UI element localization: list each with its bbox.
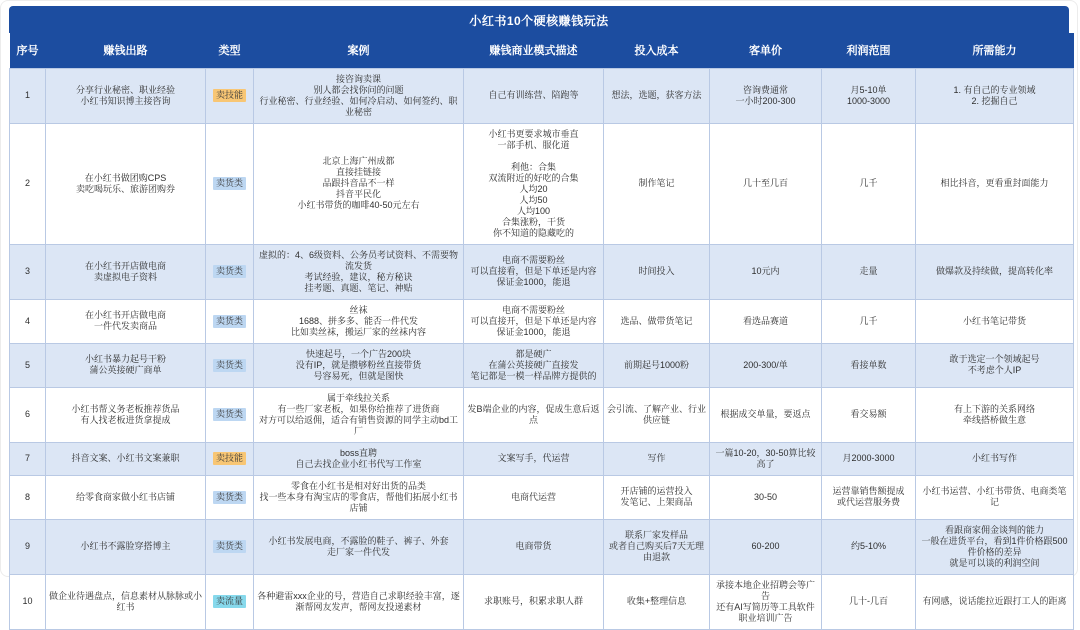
cell-cost	[604, 299, 710, 343]
cell-line: 卖吃喝玩乐、旅游团购券	[75, 183, 175, 194]
cell-line: 在小红书做团购CPS	[84, 172, 167, 183]
cell-profit	[822, 69, 916, 124]
cell-line: 牵线搭桥做生意	[962, 414, 1026, 425]
cell-line: 2	[24, 178, 30, 189]
cell-line: 想法，选题，获客方法	[611, 90, 702, 101]
cell-ability	[916, 574, 1074, 629]
cell-type	[206, 519, 254, 574]
cell-line: 保证金1000，能退	[496, 277, 571, 288]
cell-line: 5	[24, 359, 30, 370]
cell-no	[10, 244, 46, 299]
cell-price	[710, 519, 822, 574]
col-header-no: 序号	[10, 33, 46, 69]
table-row	[10, 519, 1074, 574]
cell-line: 虚拟的：4、6级资料、公务员考试资料、不需要物流发货	[258, 249, 458, 271]
cell-line: 4	[24, 315, 30, 326]
cell-line: 一般在进货平台，看到1件价格跟500件价格的差异	[921, 535, 1068, 557]
cell-line: 月5-10单	[850, 84, 887, 95]
cell-line: 1688、拼多多、能否一件代发	[298, 315, 419, 326]
col-header-price: 客单价	[710, 33, 822, 69]
cell-line: 给零食商家做小红书店铺	[75, 491, 175, 502]
cell-line: 7	[24, 453, 30, 464]
cell-line: 小红书暴力起号干粉	[84, 354, 166, 365]
cell-no	[10, 519, 46, 574]
cell-line: 6	[24, 409, 30, 420]
money-making-table	[9, 33, 1074, 630]
cell-model	[464, 519, 604, 574]
cell-line: 小红书更要求城市垂直	[488, 128, 579, 139]
cell-type	[206, 442, 254, 475]
cell-price	[710, 387, 822, 442]
cell-line: 小红书知识博主接咨询	[80, 95, 171, 106]
cell-line: 小红书带货的咖啡40-50元左右	[297, 200, 420, 211]
cell-path	[46, 519, 206, 574]
col-header-type: 类型	[206, 33, 254, 69]
cell-profit	[822, 574, 916, 629]
cell-profit	[822, 475, 916, 519]
cell-profit	[822, 387, 916, 442]
cell-line: 几十至几百	[742, 178, 788, 189]
cell-cost	[604, 387, 710, 442]
cell-model	[464, 244, 604, 299]
cell-profit	[822, 343, 916, 387]
type-badge: 卖货类	[213, 491, 246, 504]
table-row	[10, 244, 1074, 299]
cell-line: 小红书不露脸穿搭博主	[80, 541, 171, 552]
cell-ability	[916, 123, 1074, 244]
cell-ability	[916, 387, 1074, 442]
cell-line: 可以直接开，但是下单还是内容	[470, 315, 597, 326]
cell-profit	[822, 442, 916, 475]
cell-cost	[604, 343, 710, 387]
cell-line: 看选品赛道	[742, 315, 788, 326]
cell-line: 不考虑个人IP	[967, 365, 1022, 376]
cell-line: 抖音文案、小红书文案兼职	[71, 453, 180, 464]
cell-cost	[604, 475, 710, 519]
cell-model	[464, 69, 604, 124]
cell-line: 发笔记、上架商品	[620, 497, 693, 508]
cell-line: 做企业待遇盘点，信息素材从脉脉或小红书	[49, 590, 203, 612]
cell-line: 挂考题、真题、笔记、神贴	[304, 282, 413, 293]
cell-line: 号容易死，但就是图快	[313, 370, 404, 381]
cell-line: 1. 有自己的专业领域	[953, 84, 1036, 95]
cell-price	[710, 574, 822, 629]
cell-line: 咨询费通常	[742, 84, 788, 95]
cell-no	[10, 343, 46, 387]
cell-line: 丝袜	[349, 304, 368, 315]
cell-ability	[916, 244, 1074, 299]
cell-line: 电商带货	[515, 541, 552, 552]
cell-case	[254, 123, 464, 244]
cell-case	[254, 69, 464, 124]
cell-line: 敢于选定一个领域起号	[949, 354, 1040, 365]
cell-case	[254, 574, 464, 629]
cell-model	[464, 387, 604, 442]
cell-line: 相比抖音，更看重封面能力	[940, 178, 1049, 189]
type-badge: 卖货类	[213, 315, 246, 328]
cell-price	[710, 244, 822, 299]
cell-line: 1	[24, 90, 30, 101]
type-badge: 卖货类	[213, 265, 246, 278]
cell-line: 8	[24, 491, 30, 502]
cell-line: 写作	[647, 453, 666, 464]
table-title: 小红书10个硬核赚钱玩法	[9, 6, 1069, 33]
cell-line: 运营靠销售额提成	[832, 486, 905, 497]
table-row	[10, 299, 1074, 343]
cell-path	[46, 574, 206, 629]
cell-line: 电商代运营	[510, 491, 556, 502]
cell-line: 利他：合集	[510, 161, 556, 172]
cell-path	[46, 387, 206, 442]
col-header-ability: 所需能力	[916, 33, 1074, 69]
cell-path	[46, 299, 206, 343]
cell-cost	[604, 69, 710, 124]
cell-line: 小红书发展电商，不露脸的鞋子、裤子、外套	[268, 535, 449, 546]
cell-line: 或代运营服务费	[836, 497, 900, 508]
col-header-cost: 投入成本	[604, 33, 710, 69]
cell-line: 人均50	[519, 194, 548, 205]
cell-path	[46, 123, 206, 244]
cell-line: 看跟商家佣金谈判的能力	[944, 524, 1044, 535]
cell-line: 看交易额	[850, 409, 887, 420]
cell-line: 快速起号，一个广告200块	[305, 348, 412, 359]
cell-price	[710, 69, 822, 124]
cell-type	[206, 299, 254, 343]
cell-line: 小红书写作	[971, 453, 1017, 464]
cell-ability	[916, 69, 1074, 124]
cell-line: 有上下游的关系网络	[953, 403, 1035, 414]
cell-line: 双流附近的好吃的合集	[488, 172, 579, 183]
cell-line: 没有IP，就是攒够粉丝直接带货	[295, 359, 422, 370]
cell-line: 都是硬广	[515, 348, 552, 359]
cell-line: 别人都会找你问的问题	[313, 85, 404, 95]
cell-line: 电商不需要粉丝	[501, 255, 565, 266]
cell-line: 承接本地企业招聘会等广告	[715, 579, 815, 601]
cell-line: 或者自己购买后7天无理由退款	[608, 541, 704, 563]
cell-cost	[604, 519, 710, 574]
cell-case	[254, 299, 464, 343]
table-row	[10, 343, 1074, 387]
cell-type	[206, 244, 254, 299]
cell-profit	[822, 244, 916, 299]
cell-case	[254, 475, 464, 519]
cell-no	[10, 442, 46, 475]
cell-no	[10, 69, 46, 124]
cell-line: boss直聘	[339, 447, 377, 458]
type-badge: 卖货类	[213, 408, 246, 421]
cell-no	[10, 387, 46, 442]
cell-line: 接咨询卖课	[335, 74, 381, 84]
cell-ability	[916, 343, 1074, 387]
col-header-profit: 利润范围	[822, 33, 916, 69]
cell-line: 人均20	[519, 183, 548, 194]
cell-line: 零食在小红书是相对好出货的品类	[290, 480, 426, 491]
cell-line: 有网感，说话能拉近跟打工人的距离	[922, 596, 1067, 607]
cell-price	[710, 123, 822, 244]
cell-profit	[822, 123, 916, 244]
cell-price	[710, 475, 822, 519]
cell-line: 电商不需要粉丝	[501, 304, 565, 315]
cell-line: 时间投入	[638, 266, 675, 277]
cell-model	[464, 574, 604, 629]
cell-line: 走量	[859, 266, 878, 277]
cell-line: 考试经验，建议，秘方秘诀	[304, 271, 413, 282]
cell-path	[46, 69, 206, 124]
cell-line: 一件代发卖商品	[93, 321, 157, 332]
cell-line: 抖音平民化	[335, 189, 381, 200]
cell-ability	[916, 442, 1074, 475]
cell-line: 做爆款及持续做，提高转化率	[935, 266, 1053, 277]
cell-line: 发B端企业的内容，促成生意后返点	[467, 403, 600, 425]
cell-model	[464, 475, 604, 519]
cell-line: 选品、做带货笔记	[620, 315, 693, 326]
cell-line: 一部手机、服化道	[497, 139, 570, 150]
cell-case	[254, 519, 464, 574]
cell-line: 9	[24, 541, 30, 552]
header-row	[10, 33, 1074, 69]
cell-line: 自己有训练营、陪跑等	[488, 90, 579, 101]
type-badge: 卖技能	[213, 89, 246, 102]
cell-path	[46, 442, 206, 475]
cell-line: 几十-几百	[849, 596, 888, 607]
cell-line: 直接挂链接	[335, 167, 381, 178]
cell-line: 看接单数	[850, 359, 887, 370]
table-row	[10, 442, 1074, 475]
cell-line: 文案写手，代运营	[497, 453, 570, 464]
cell-type	[206, 343, 254, 387]
cell-line: 北京上海广州成都	[322, 156, 395, 167]
cell-type	[206, 475, 254, 519]
cell-line: 约5-10%	[850, 541, 887, 552]
type-badge: 卖技能	[213, 452, 246, 465]
cell-model	[464, 123, 604, 244]
cell-line: 蒲公英接硬广商单	[89, 365, 162, 376]
cell-line: 可以直接看，但是下单还是内容	[470, 266, 597, 277]
col-header-path: 赚钱出路	[46, 33, 206, 69]
cell-line: 各种避雷xxx企业的号，营造自己求职经验丰富，逐渐帮网友发声，帮网友投递素材	[257, 590, 460, 612]
col-header-case: 案例	[254, 33, 464, 69]
table-header	[10, 33, 1074, 69]
cell-line: 比如卖丝袜，搬运厂家的丝袜内容	[290, 326, 426, 337]
cell-model	[464, 343, 604, 387]
cell-line: 前期起号1000粉	[623, 359, 690, 370]
cell-case	[254, 244, 464, 299]
cell-line: 在蒲公英接硬广直接发	[488, 359, 579, 370]
cell-line: 小红书笔记带货	[962, 315, 1026, 326]
cell-line: 属于牵线拉关系	[326, 392, 390, 403]
table-row	[10, 574, 1074, 629]
money-making-table-sheet	[9, 6, 1069, 630]
cell-line: 200-300/单	[743, 359, 788, 370]
cell-no	[10, 574, 46, 629]
cell-cost	[604, 244, 710, 299]
cell-cost	[604, 442, 710, 475]
cell-line: 1000-3000	[846, 95, 891, 106]
cell-line: 3	[24, 266, 30, 277]
cell-line: 会引流、了解产业、行业供应链	[607, 403, 707, 425]
cell-no	[10, 123, 46, 244]
cell-line: 根据成交单量，要返点	[720, 409, 811, 420]
cell-type	[206, 574, 254, 629]
cell-cost	[604, 574, 710, 629]
cell-no	[10, 299, 46, 343]
cell-profit	[822, 299, 916, 343]
cell-type	[206, 387, 254, 442]
cell-line: 几千	[859, 178, 878, 189]
cell-line: 保证金1000，能退	[496, 326, 571, 337]
type-badge: 卖货类	[213, 359, 246, 372]
cell-line: 对方可以给返佣，适合有销售资源的同学主动bd工厂	[258, 414, 458, 436]
cell-price	[710, 343, 822, 387]
cell-line: 有人找老板进货拿提成	[80, 414, 171, 425]
type-badge: 卖货类	[213, 540, 246, 553]
cell-ability	[916, 299, 1074, 343]
cell-line: 10	[22, 596, 33, 607]
cell-line: 30-50	[753, 491, 778, 502]
cell-line: 一篇10-20，30-50算比较高了	[715, 447, 816, 469]
table-row	[10, 69, 1074, 124]
cell-line: 找一些本身有淘宝店的零食店，帮他们拓展小红书店铺	[259, 491, 458, 513]
cell-line: 在小红书开店做电商	[84, 310, 166, 321]
cell-line: 卖虚拟电子资料	[93, 271, 157, 282]
cell-line: 联系厂家发样品	[624, 530, 688, 541]
cell-line: 在小红书开店做电商	[84, 260, 166, 271]
table-row	[10, 123, 1074, 244]
col-header-model: 赚钱商业模式描述	[464, 33, 604, 69]
cell-line: 制作笔记	[638, 178, 675, 189]
cell-ability	[916, 475, 1074, 519]
cell-line	[467, 151, 600, 162]
cell-line: 走厂家一件代发	[326, 546, 390, 557]
table-body	[10, 69, 1074, 630]
cell-line: 60-200	[751, 541, 780, 552]
cell-model	[464, 442, 604, 475]
cell-type	[206, 123, 254, 244]
cell-price	[710, 442, 822, 475]
cell-path	[46, 475, 206, 519]
cell-model	[464, 299, 604, 343]
cell-line: 10元内	[751, 266, 780, 277]
cell-price	[710, 299, 822, 343]
cell-line: 收集+整理信息	[626, 596, 687, 607]
cell-line: 分享行业秘密、职业经验	[75, 84, 175, 95]
type-badge: 卖货类	[213, 177, 246, 190]
cell-line: 人均100	[516, 205, 551, 216]
cell-line: 求职账号，积累求职人群	[483, 596, 583, 607]
cell-line: 你不知道的隐藏吃的	[492, 227, 574, 238]
cell-ability	[916, 519, 1074, 574]
cell-no	[10, 475, 46, 519]
cell-line: 就是可以谈的利润空间	[949, 557, 1040, 568]
cell-line: 品跟抖音品不一样	[322, 178, 395, 189]
cell-profit	[822, 519, 916, 574]
table-row	[10, 387, 1074, 442]
cell-path	[46, 244, 206, 299]
cell-line: 2. 挖掘自己	[971, 95, 1018, 106]
cell-line: 合集涨粉，干货	[501, 216, 565, 227]
cell-line: 有一些厂家老板，如果你给推荐了进货商	[277, 403, 440, 414]
cell-line: 职业培训广告	[738, 612, 793, 623]
cell-line: 小红书帮义务老板推荐货品	[71, 403, 180, 414]
cell-case	[254, 387, 464, 442]
cell-line: 一小时200-300	[735, 95, 796, 106]
type-badge: 卖流量	[213, 595, 246, 608]
cell-path	[46, 343, 206, 387]
cell-type	[206, 69, 254, 124]
cell-line: 月2000-3000	[842, 453, 895, 464]
cell-case	[254, 343, 464, 387]
cell-line: 开店铺的运营投入	[620, 486, 693, 497]
cell-line: 几千	[859, 315, 878, 326]
cell-cost	[604, 123, 710, 244]
table-row	[10, 475, 1074, 519]
cell-line: 小红书运营、小红书带货、电商类笔记	[922, 486, 1067, 508]
cell-line: 笔记都是一模一样品牌方提供的	[470, 370, 597, 381]
cell-line: 自己去找企业小红书代写工作室	[295, 458, 422, 469]
cell-line: 还有AI写简历等工具软件	[716, 601, 815, 612]
cell-case	[254, 442, 464, 475]
cell-line: 行业秘密、行业经验、如何冷启动、如何签约、职业秘密	[259, 96, 458, 117]
